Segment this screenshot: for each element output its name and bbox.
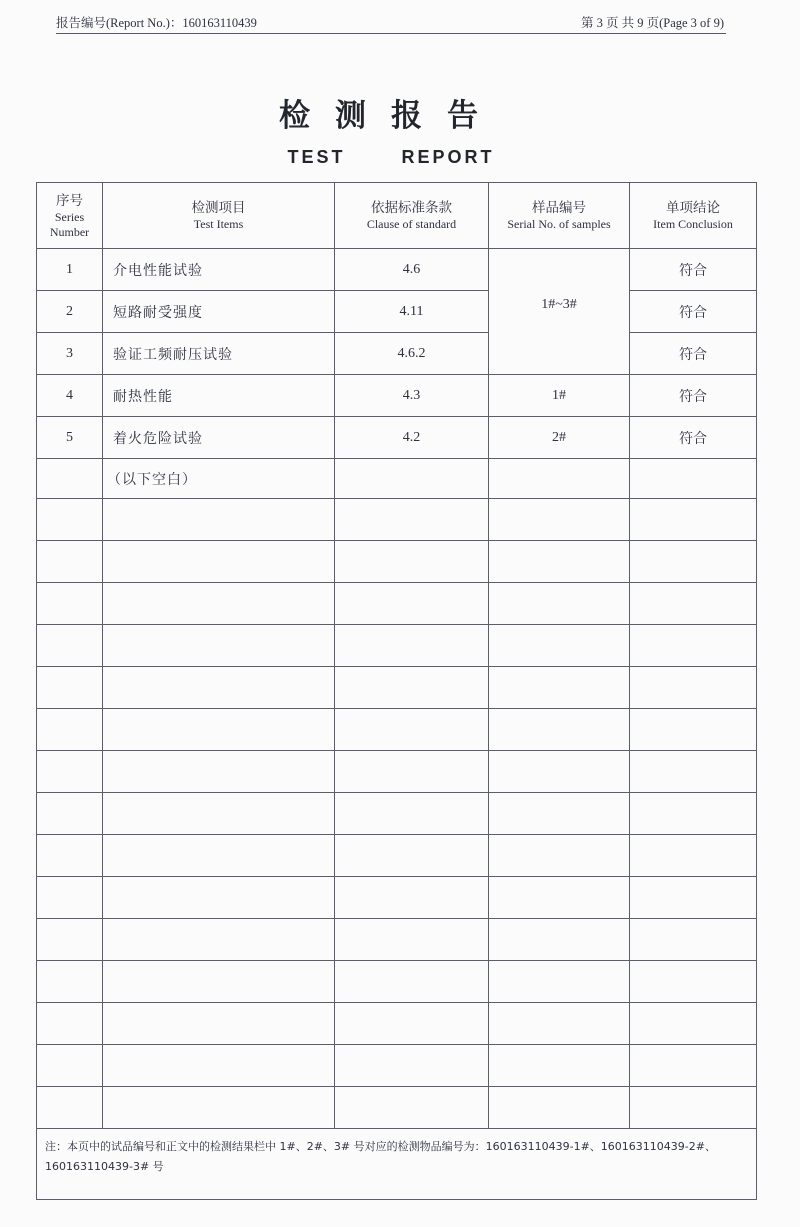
row-conclusion: 符合 bbox=[630, 333, 757, 375]
empty-row bbox=[37, 1045, 757, 1087]
empty-row bbox=[37, 583, 757, 625]
title-english: TEST REPORT bbox=[287, 147, 495, 167]
row-number: 2 bbox=[37, 291, 103, 333]
empty-row bbox=[37, 1003, 757, 1045]
row-conclusion: 符合 bbox=[630, 249, 757, 291]
row-clause: 4.3 bbox=[335, 375, 489, 417]
empty-row bbox=[37, 709, 757, 751]
row-conclusion: 符合 bbox=[630, 417, 757, 459]
page-indicator: 第 3 页 共 9 页(Page 3 of 9) bbox=[580, 16, 724, 30]
empty-row bbox=[37, 877, 757, 919]
empty-row bbox=[37, 793, 757, 835]
footnote: 注：本页中的试品编号和正文中的检测结果栏中 1#、2#、3# 号对应的检测物品编号为：160163110439-1#、160163110439-2#、160163110439-3# 号 bbox=[37, 1129, 757, 1200]
table-row bbox=[37, 459, 757, 499]
row-sample-serial: 1#~3# bbox=[489, 249, 630, 375]
row-number: 4 bbox=[37, 375, 103, 417]
footnote-row bbox=[37, 1129, 757, 1200]
empty-row bbox=[37, 541, 757, 583]
header-clause: 依据标准条款 Clause of standard bbox=[335, 183, 489, 249]
header-conclusion: 单项结论 Item Conclusion bbox=[630, 183, 757, 249]
empty-row bbox=[37, 1087, 757, 1129]
report-number: 报告编号(Report No.)：160163110439 bbox=[56, 16, 257, 30]
empty-row bbox=[37, 499, 757, 541]
row-number: 5 bbox=[37, 417, 103, 459]
empty-row bbox=[37, 919, 757, 961]
table-row bbox=[37, 375, 757, 417]
row-number: 1 bbox=[37, 249, 103, 291]
header-series-number: 序号 Series Number bbox=[37, 183, 103, 249]
table-row bbox=[37, 417, 757, 459]
table-row bbox=[37, 291, 757, 333]
header-sample-serial: 样品编号 Serial No. of samples bbox=[489, 183, 630, 249]
empty-row bbox=[37, 835, 757, 877]
row-test-item: 耐热性能 bbox=[103, 375, 335, 417]
row-test-item: 短路耐受强度 bbox=[103, 291, 335, 333]
header-divider bbox=[56, 33, 726, 34]
row-clause: 4.11 bbox=[335, 291, 489, 333]
table-header-row bbox=[37, 183, 757, 249]
row-clause: 4.2 bbox=[335, 417, 489, 459]
title-chinese: 检测报告 bbox=[279, 98, 503, 134]
empty-row bbox=[37, 961, 757, 1003]
row-test-item: 介电性能试验 bbox=[103, 249, 335, 291]
row-sample-serial: 2# bbox=[489, 417, 630, 459]
row-conclusion: 符合 bbox=[630, 375, 757, 417]
blank-below-note: （以下空白） bbox=[103, 459, 335, 499]
empty-row bbox=[37, 751, 757, 793]
row-conclusion: 符合 bbox=[630, 291, 757, 333]
header-test-items: 检测项目 Test Items bbox=[103, 183, 335, 249]
empty-row bbox=[37, 667, 757, 709]
row-sample-serial: 1# bbox=[489, 375, 630, 417]
row-test-item: 着火危险试验 bbox=[103, 417, 335, 459]
row-number: 3 bbox=[37, 333, 103, 375]
empty-row bbox=[37, 625, 757, 667]
row-clause: 4.6 bbox=[335, 249, 489, 291]
table-row bbox=[37, 333, 757, 375]
row-clause: 4.6.2 bbox=[335, 333, 489, 375]
table-row bbox=[37, 249, 757, 291]
test-items-table bbox=[36, 182, 757, 1200]
row-test-item: 验证工频耐压试验 bbox=[103, 333, 335, 375]
